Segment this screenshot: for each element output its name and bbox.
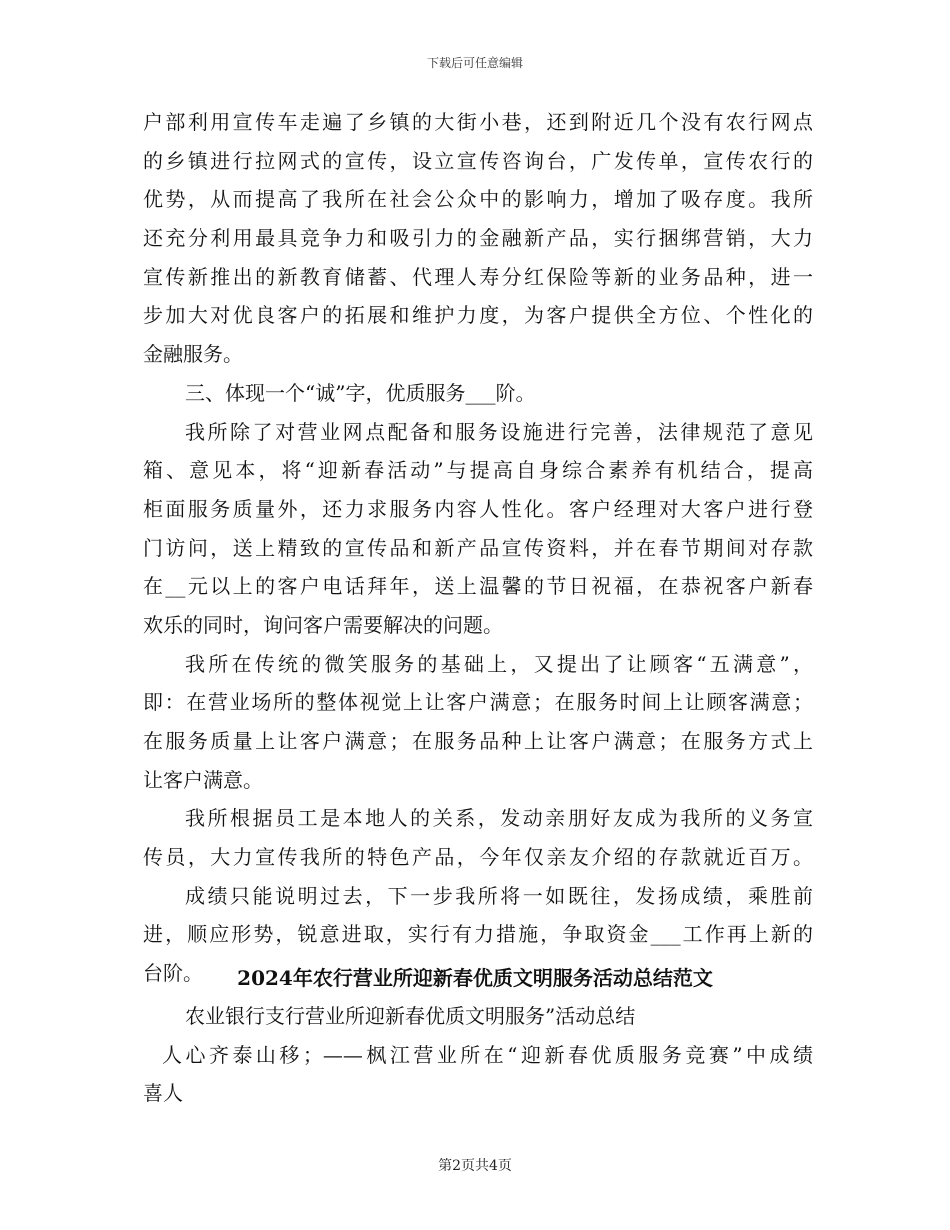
document-body [143, 103, 813, 993]
body-line: 门访问，送上精致的宣传品和新产品宣传资料，并在春节期间对存款 [143, 535, 813, 560]
body-line: 我所除了对营业网点配备和服务设施进行完善，法律规范了意见 [185, 419, 813, 444]
section-title: 2024年农行营业所迎新春优质文明服务活动总结范文 [237, 966, 713, 990]
section-heading: 三、体现一个“诚”字，优质服务___阶。 [185, 380, 536, 405]
body-line: 在__元以上的客户电话拜年，送上温馨的节日祝福，在恭祝客户新春 [143, 574, 813, 599]
body-line: 传员，大力宣传我所的特色产品，今年仅亲友介绍的存款就近百万。 [143, 845, 813, 870]
body-line: 即：在营业场所的整体视觉上让客户满意；在服务时间上让顾客满意； [143, 690, 813, 715]
body-line: 箱、意见本，将“迎新春活动”与提高自身综合素养有机结合，提高 [143, 458, 813, 483]
body-line: 我所根据员工是本地人的关系，发动亲朋好友成为我所的义务宣 [185, 806, 813, 831]
body-line: 柜面服务质量外，还力求服务内容人性化。客户经理对大客户进行登 [143, 496, 813, 521]
body-line: 台阶。 [143, 961, 203, 986]
body-line: 进，顺应形势，锐意进取，实行有力措施，争取资金___工作再上新的 [143, 922, 813, 947]
body-line: 宣传新推出的新教育储蓄、代理人寿分红保险等新的业务品种，进一 [143, 264, 813, 289]
body-line: 我所在传统的微笑服务的基础上，又提出了让顾客“五满意”， [185, 651, 813, 676]
body-line: 成绩只能说明过去，下一步我所将一如既往，发扬成绩，乘胜前 [185, 883, 813, 908]
body-line: 让客户满意。 [143, 767, 263, 792]
page-number: 第2页共4页 [438, 1158, 512, 1174]
body-line: 农业银行支行营业所迎新春优质文明服务”活动总结 [185, 1004, 636, 1028]
document-body-continued [143, 997, 813, 1113]
body-line: 在服务质量上让客户满意；在服务品种上让客户满意；在服务方式上 [143, 729, 813, 753]
body-line: 还充分利用最具竞争力和吸引力的金融新产品，实行捆绑营销，大力 [143, 226, 813, 251]
body-line: 步加大对优良客户的拓展和维护力度，为客户提供全方位、个性化的 [143, 303, 813, 328]
body-line: 金融服务。 [143, 342, 243, 367]
body-line: 人心齐泰山移；——枫江营业所在“迎新春优质服务竞赛”中成绩 [162, 1042, 813, 1067]
page-header: 下载后可任意编辑 [426, 56, 523, 70]
body-line: 喜人 [143, 1081, 183, 1106]
body-line: 的乡镇进行拉网式的宣传，设立宣传咨询台，广发传单，宣传农行的 [143, 148, 813, 173]
body-line: 欢乐的同时，询问客户需要解决的问题。 [143, 612, 503, 637]
body-line: 户部利用宣传车走遍了乡镇的大街小巷，还到附近几个没有农行网点 [143, 110, 813, 134]
body-line: 优势，从而提高了我所在社会公众中的影响力，增加了吸存度。我所 [143, 187, 813, 212]
